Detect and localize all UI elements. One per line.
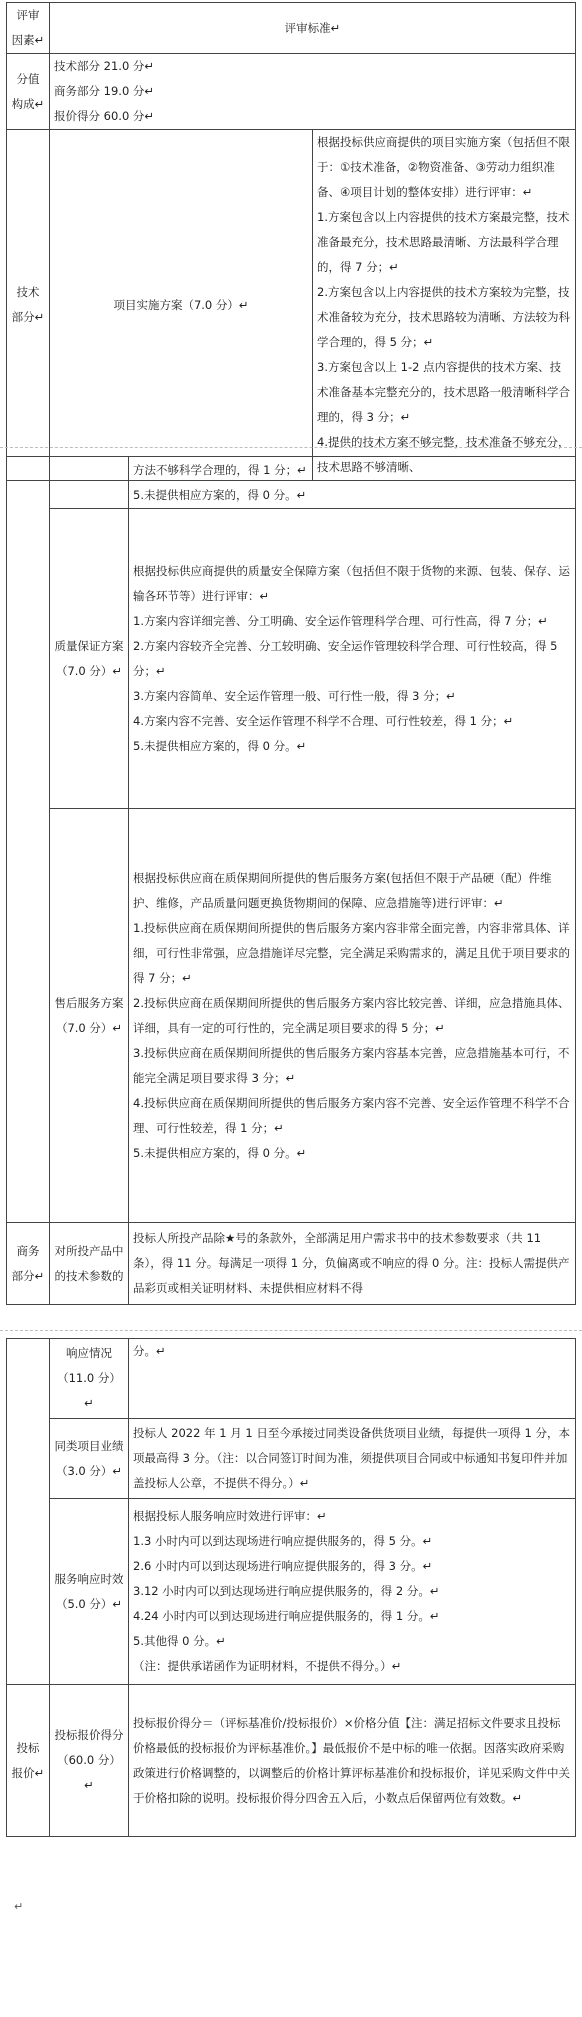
response-time-criteria	[129, 1499, 576, 1685]
evaluation-table-part-2	[6, 456, 576, 1305]
tech-params-cont-criteria	[129, 1339, 576, 1419]
criteria-line: 2.6 小时内可以到达现场进行响应提供服务的，得 3 分。↵	[133, 1559, 433, 1573]
criteria-line: 1.3 小时内可以到达现场进行响应提供服务的，得 5 分。↵	[133, 1534, 433, 1548]
criteria-line: 5.未提供相应方案的，得 0 分。↵	[133, 738, 307, 753]
criteria-line: 3.投标供应商在质保期间所提供的售后服务方案内容基本完善，应急措施基本可行，不能完全满足项目要求得 3 分；↵	[133, 1045, 570, 1085]
criteria-line: 4.方案内容不完善、安全运作管理不科学不合理、可行性较差，得 1 分；↵	[133, 713, 514, 728]
header-factor: 评审因素↵	[7, 3, 50, 54]
business-section-cont	[7, 1339, 50, 1685]
score-line: 商务部分 19.0 分↵	[54, 84, 155, 98]
price-score-name: 投标报价得分（60.0 分）↵	[50, 1685, 129, 1837]
criteria-line: 根据投标人服务响应时效进行评审：↵	[133, 1509, 327, 1523]
quality-plan-criteria	[129, 509, 576, 809]
impl-plan-criteria	[313, 130, 576, 481]
criteria-line: 4.投标供应商在质保期间所提供的售后服务方案内容不完善、安全运作管理不科学不合理、可行性较差，得 1 分；↵	[133, 1095, 570, 1135]
quality-plan-name: 质量保证方案（7.0 分）↵	[50, 509, 129, 809]
aftersales-plan-name: 售后服务方案（7.0 分）↵	[50, 809, 129, 1223]
impl-plan-name: 项目实施方案（7.0 分）↵	[50, 130, 313, 481]
criteria-line: 1.方案包含以上内容提供的技术方案最完整，技术准备最充分，技术思路最清晰、方法最科学合理的，得 7 分；↵	[317, 210, 570, 274]
criteria-line: 投标人所投产品除★号的条款外，全部满足用户需求书中的技术参数要求（共 11 条），得 11 分。每满足一项得 1 分，负偏离或不响应的得 0 分。注：投标人需提供产品彩页或相关证明材料、未提供相应材料不得	[133, 1231, 570, 1295]
page-break	[0, 447, 582, 448]
tech-params-cont-name: 响应情况（11.0 分）↵	[50, 1339, 129, 1419]
criteria-line: 根据投标供应商在质保期间所提供的售后服务方案(包括但不限于产品硬（配）件维护、维修，产品质量问题更换货物期间的保障、应急措施等)进行评审：↵	[133, 870, 552, 910]
criteria-line: 2.方案包含以上内容提供的技术方案较为完整，技术准备较为充分，技术思路较为清晰、方法较为科学合理的，得 5 分；↵	[317, 285, 570, 349]
score-composition-label: 分值构成↵	[7, 54, 50, 130]
criteria-line: （注：提供承诺函作为证明材料，不提供不得分。）↵	[133, 1659, 402, 1673]
criteria-line: 5.未提供相应方案的，得 0 分。↵	[133, 487, 307, 502]
header-standard: 评审标准↵	[50, 3, 576, 54]
criteria-line: 3.12 小时内可以到达现场进行响应提供服务的，得 2 分。↵	[133, 1584, 440, 1598]
similar-projects-name: 同类项目业绩（3.0 分）↵	[50, 1419, 129, 1499]
evaluation-table-part-1	[6, 2, 576, 481]
criteria-line: 4.提供的技术方案不够完整，技术准备不够充分，技术思路不够清晰、	[317, 435, 570, 474]
criteria-line: 5.未提供相应方案的，得 0 分。↵	[133, 1145, 307, 1160]
score-line: 报价得分 60.0 分↵	[54, 109, 155, 123]
score-line: 技术部分 21.0 分↵	[54, 59, 155, 73]
criteria-line: 方法不够科学合理的，得 1 分；↵	[133, 462, 307, 477]
criteria-line: 分。↵	[133, 1344, 166, 1358]
score-composition-cell	[50, 54, 576, 130]
criteria-line: 2.投标供应商在质保期间所提供的售后服务方案内容比较完善、详细，应急措施具体、详细，具有一定的可行性的，完全满足项目要求的得 5 分；↵	[133, 995, 570, 1035]
criteria-line: 根据投标供应商提供的项目实施方案（包括但不限于：①技术准备，②物资准备、③劳动力组织准备、④项目计划的整体安排）进行评审：↵	[317, 135, 570, 199]
table-page-1	[6, 2, 576, 481]
table-page-3	[6, 1338, 576, 1837]
criteria-line: 4.24 小时内可以到达现场进行响应提供服务的，得 1 分。↵	[133, 1609, 440, 1623]
criteria-line: 1.投标供应商在质保期间所提供的售后服务方案内容非常全面完善，内容非常具体、详细，可行性非常强，应急措施详尽完整，完全满足采购需求的，满足且优于项目要求的得 7 分；↵	[133, 920, 570, 985]
impl-plan-cont-name	[50, 457, 129, 509]
paragraph-mark: ↵	[14, 1900, 24, 1913]
evaluation-table-part-3	[6, 1338, 576, 1837]
tech-section-cont	[7, 457, 50, 1223]
criteria-line: 3.方案内容简单、安全运作管理一般、可行性一般，得 3 分；↵	[133, 688, 456, 703]
aftersales-plan-criteria	[129, 809, 576, 1223]
impl-plan-cont-criteria	[129, 457, 576, 509]
tech-params-criteria	[129, 1223, 576, 1305]
price-section-label: 投标报价↵	[7, 1685, 50, 1837]
criteria-line: 5.其他得 0 分。↵	[133, 1634, 226, 1648]
criteria-line: 投标报价得分＝（评标基准价/投标报价）×价格分值【注：满足招标文件要求且投标价格最低的投标报价为评标基准价。】最低报价不是中标的唯一依据。因落实政府采购政策进行价格调整的，以调整后的价格计算评标基准价和投标报价，详见采购文件中关于价格扣除的说明。投标报价得分四舍五入后，小数点后保留两位有效数。↵	[133, 1715, 570, 1805]
criteria-line: 投标人 2022 年 1 月 1 日至今承接过同类设备供货项目业绩，每提供一项得 1 分，本项最高得 3 分。（注：以合同签订时间为准，须提供项目合同或中标通知书复印件并加盖投标人公章，不提供不得分。）↵	[133, 1426, 570, 1490]
price-score-criteria	[129, 1685, 576, 1837]
table-page-2	[6, 456, 576, 1305]
tech-section-label: 技术部分↵	[7, 130, 50, 481]
criteria-line: 根据投标供应商提供的质量安全保障方案（包括但不限于货物的来源、包装、保存、运输各环节等）进行评审：↵	[133, 563, 570, 603]
criteria-line: 3.方案包含以上 1-2 点内容提供的技术方案、技术准备基本完整充分的，技术思路一般清晰科学合理的，得 3 分；↵	[317, 360, 570, 424]
similar-projects-criteria	[129, 1419, 576, 1499]
tech-params-name: 对所投产品中的技术参数的	[50, 1223, 129, 1305]
page-break	[0, 1330, 582, 1331]
business-section-label: 商务部分↵	[7, 1223, 50, 1305]
criteria-line: 2.方案内容较齐全完善、分工较明确、安全运作管理较科学合理、可行性较高，得 5 分；↵	[133, 638, 558, 678]
criteria-line: 1.方案内容详细完善、分工明确、安全运作管理科学合理、可行性高，得 7 分；↵	[133, 613, 548, 628]
response-time-name: 服务响应时效（5.0 分）↵	[50, 1499, 129, 1685]
